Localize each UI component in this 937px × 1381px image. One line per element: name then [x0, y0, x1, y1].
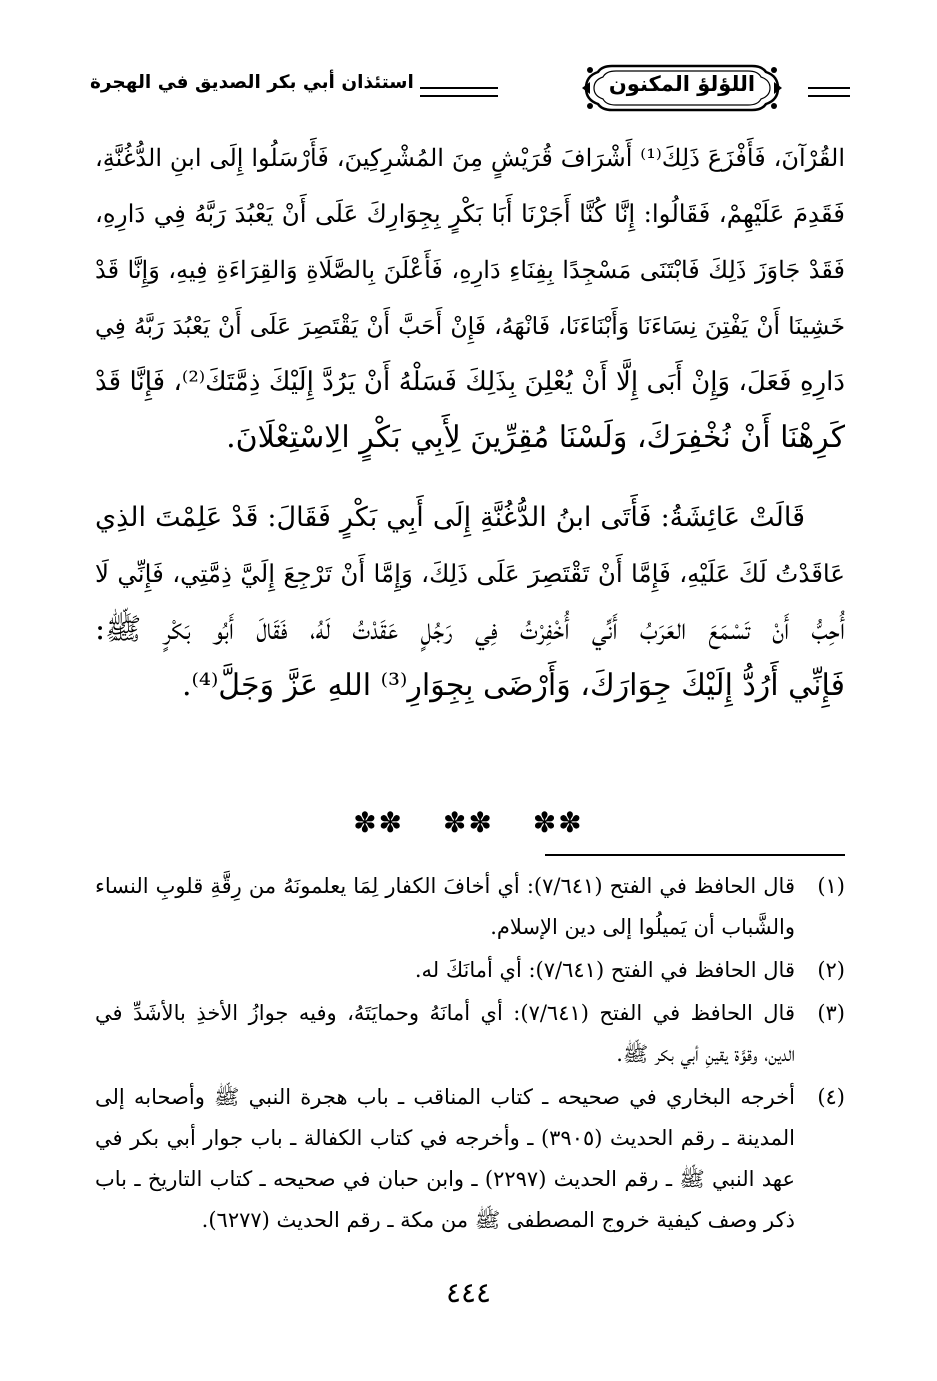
text-line: فَقَدْ جَاوَزَ ذَلِكَ فَابْتَنَى مَسْجِدًا بِفِنَاءِ دَارِهِ، فَأَعْلَنَ بِالصَّلَاةِ وَالقِرَاءَةِ فِيهِ، وَإِنَّا قَدْ [95, 256, 845, 284]
text-line: خَشِينَا أَنْ يَفْتِنَ نِسَاءَنَا وَأَبْنَاءَنَا، فَانْهَهُ، فَإِنْ أَحَبَّ أَنْ يَقْتَصِرَ عَلَى أَنْ يَعْبُدَ رَبَّهُ فِي [95, 312, 845, 340]
header-rule-right [808, 87, 850, 97]
footnote-line: أخرجه البخاري في صحيحه ـ كتاب المناقب ـ باب هجرة النبي ﷺ وأصحابه إلى [95, 1085, 795, 1109]
footnote-line: عهد النبي ﷺ ـ رقم الحديث (٢٢٩٧) ـ وابن حبان في صحيحه ـ كتاب التاريخ ـ باب [95, 1167, 795, 1191]
footnote-divider [545, 854, 845, 856]
footnote-line: قال الحافظ في الفتح (٧/٦٤١): أي أخافَ الكفار لِمَا يعلمونَهُ من رِقَّةِ قلوبِ النساء [95, 874, 795, 898]
footnote [95, 1077, 845, 1241]
section-separator: ✽✽ ✽✽ ✽✽ [353, 806, 584, 839]
footnote-line: قال الحافظ في الفتح (٧/٦٤١): أي أمانَكَ له. [414, 958, 795, 982]
header-rule-left [420, 87, 498, 97]
footnote-number: (٢) [817, 958, 845, 982]
text-line: عَاقَدْتُ لَكَ عَلَيْهِ، فَإِمَّا أَنْ تَقْتَصِرَ عَلَى ذَلِكَ، وَإِمَّا أَنْ تَرْجِعَ إِلَيَّ ذِمَّتِي، فَإِنِّي لَا [95, 559, 845, 588]
text-line: قَالَتْ عَائِشَةُ: فَأَتَى ابنُ الدُّغُنَّةِ إِلَى أَبِي بَكْرٍ فَقَالَ: قَدْ عَلِمْتَ الذِي [95, 502, 805, 533]
text-line: دَارِهِ فَعَلَ، وَإِنْ أَبَى إِلَّا أَنْ يُعْلِنَ بِذَلِكَ فَسَلْهُ أَنْ يَرُدَّ إِلَيْكَ ذِمَّتَكَ⁽²⁾، فَإِنَّا قَدْ [95, 367, 845, 397]
footnote-line: ذكر وصف كيفية خروج المصطفى ﷺ من مكة ـ رقم الحديث (٦٢٧٧). [201, 1208, 795, 1232]
text-line: فَقَدِمَ عَلَيْهِمْ، فَقَالُوا: إِنَّا كُنَّا أَجَرْنَا أَبَا بَكْرٍ بِجِوَارِكَ عَلَى أَنْ يَعْبُدَ رَبَّهُ فِي دَارِهِ، [95, 199, 845, 228]
main-text [95, 130, 845, 714]
text-line: أُحِبُّ أَنْ تَسْمَعَ العَرَبُ أَنِّي أُخْفِرْتُ فِي رَجُلٍ عَقَدْتُ لَهُ، فَقَالَ أَبُو بَكْرٍ ﷺ: [95, 612, 845, 647]
book-title: اللؤلؤ المكنون [608, 72, 756, 96]
text-line: فَإِنِّي أَرُدُّ إِلَيْكَ جِوَارَكَ، وَأَرْضَى بِجِوَارِ⁽³⁾ اللهِ عَزَّ وَجَلَّ⁽⁴⁾. [182, 668, 845, 703]
footnote-number: (١) [817, 874, 845, 898]
book-title-cartouche [582, 58, 782, 118]
footnote-line: الدين، وقوَّة يقينِ أبي بكر ﷺ. [616, 1042, 795, 1066]
page-header [90, 58, 850, 138]
footnote-number: (٣) [817, 1001, 845, 1025]
footnote [95, 993, 845, 1075]
footnote-line: المدينة ـ رقم الحديث (٣٩٠٥) ـ وأخرجه في كتاب الكفالة ـ باب جوار أبي بكر في [95, 1126, 795, 1150]
footnote-line: والشَّباب أن يَميلُوا إلى دين الإسلام. [490, 915, 795, 939]
text-line: كَرِهْنَا أَنْ نُخْفِرَكَ، وَلَسْنَا مُقِرِّينَ لِأَبِي بَكْرٍ الِاسْتِعْلَانَ. [226, 420, 845, 455]
footnotes [95, 866, 845, 1241]
page-number: ٤٤٤ [445, 1276, 492, 1309]
chapter-title: استئذان أبي بكر الصديق في الهجرة [90, 72, 414, 93]
footnote [95, 950, 845, 991]
footnote-line: قال الحافظ في الفتح (٧/٦٤١): أي أمانَهُ وحمايَتَهُ، وفيه جوازُ الأخذِ بالأشَدِّ في [95, 1001, 795, 1025]
footnote [95, 866, 845, 948]
footnote-number: (٤) [817, 1085, 845, 1109]
text-line: القُرْآنَ، فَأَفْزَعَ ذَلِكَ⁽¹⁾ أَشْرَافَ قُرَيْشٍ مِنَ المُشْرِكِينَ، فَأَرْسَلُوا إِلَى ابنِ الدُّغُنَّةِ، [95, 144, 845, 172]
